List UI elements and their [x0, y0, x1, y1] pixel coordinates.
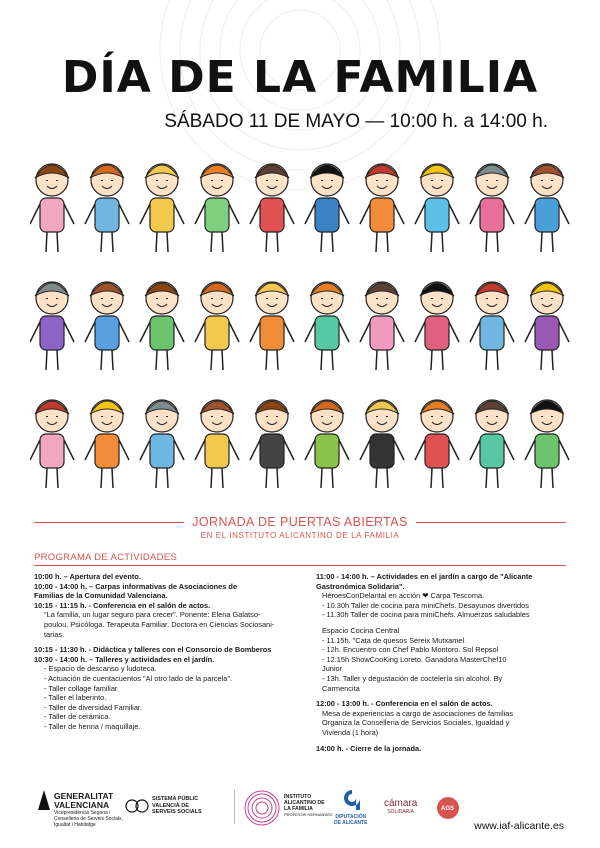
cartoon-person: [195, 400, 239, 488]
cartoon-person: [525, 164, 569, 252]
program-item: - Taller de cerámica.: [44, 712, 111, 722]
jornada-block: [0, 515, 600, 540]
cartoon-person: [415, 164, 459, 252]
camara-line1: cámara: [384, 798, 418, 809]
program-item: "La familia, un lugar seguro para crecer". Ponente: Elena Galatso-: [44, 610, 261, 620]
page-title: DÍA DE LA FAMILIA: [61, 52, 539, 103]
cartoon-person: [415, 400, 459, 488]
gva-line2: VALENCIANA: [54, 800, 110, 810]
footer-divider: [234, 790, 235, 824]
program-item: 10:15 - 11:15 h. - Conferencia en el salón de actos.: [34, 600, 211, 610]
program-item: Mesa de experiencias a cargo de asociaciones de familias: [322, 708, 514, 718]
cartoon-person: [85, 164, 129, 252]
sponsor-logos: [0, 786, 600, 848]
program-item: poulou. Psicóloga. Terapeuta Familiar. Doctora en Ciencias Sociosani-: [44, 619, 275, 629]
gva-small3: Igualtat i Habitatge: [54, 822, 96, 828]
sp-line3: SERVEIS SOCIALS: [152, 809, 202, 815]
jornada-title: JORNADA DE PUERTAS ABIERTAS: [192, 515, 408, 529]
cartoon-person: [360, 282, 404, 370]
cartoon-person: [470, 282, 514, 370]
program-item: - Espacio de descanso y ludoteca.: [44, 664, 157, 674]
iaf-text: [284, 794, 332, 818]
cartoon-person: [415, 282, 459, 370]
program-item: - Taller el laberinto.: [44, 693, 107, 703]
gva-logo-text: [54, 792, 123, 828]
cartoon-person: [85, 282, 129, 370]
iaf-line4: PROFESOR HERNANDEZ: [284, 812, 333, 817]
cartoon-person: [250, 282, 294, 370]
program-item: HéroesConDelantal en acción ❤ Carpa Tescoma.: [322, 591, 485, 601]
program-item: Espacio Cocina Central: [322, 625, 400, 635]
cartoon-person: [305, 164, 349, 252]
ags-badge: AGS: [441, 806, 455, 812]
cartoon-person: [30, 400, 74, 488]
program-divider: [34, 565, 566, 566]
program-item: Vivienda (1 hora): [322, 727, 379, 737]
sp-line2: VALENCIÀ DE: [152, 802, 189, 809]
dip-line1: DIPUTACIÓN: [335, 814, 367, 820]
camara-line2: SOLIDARIA: [387, 809, 415, 815]
program-item: 14:00 h. - Cierre de la jornada.: [316, 743, 422, 753]
cartoon-person: [525, 400, 569, 488]
cartoon-person: [305, 400, 349, 488]
program-item: Carmencita: [322, 683, 360, 693]
sistema-public-icon: [124, 796, 150, 816]
program-right-column: [316, 572, 568, 753]
program-item: Organiza la Conselleria de Servicios Sociales, Igualdad y: [322, 718, 510, 728]
iaf-logo-icon: [244, 790, 280, 826]
program-left-column: [34, 572, 304, 732]
program-item: - Taller de diversidad Familiar.: [44, 702, 143, 712]
cartoon-person: [195, 282, 239, 370]
cartoon-person: [195, 164, 239, 252]
program-item: - 12h. Encuentro con Chef Pablo Montoro. Sol Repsol: [322, 645, 499, 655]
cartoon-person: [140, 282, 184, 370]
cartoon-person: [140, 164, 184, 252]
program-item: Gastronómica Solidaria".: [316, 581, 405, 591]
program-item: - 13h. Taller y degustación de coctelería sin alcohol. By: [322, 673, 503, 683]
sp-line1: SISTEMA PÚBLIC: [152, 796, 199, 802]
program-title: PROGRAMA DE ACTIVIDADES: [34, 552, 178, 563]
iaf-line3: LA FAMILIA: [284, 806, 313, 812]
program-item: 10:00 - 14:00 h. – Carpas informativas de Asociaciones de: [34, 581, 238, 591]
program-item: - Taller collage familiar.: [44, 683, 120, 693]
cartoon-person: [360, 164, 404, 252]
dip-line2: DE ALICANTE: [334, 820, 368, 826]
cartoon-person: [305, 282, 349, 370]
cartoon-person: [470, 400, 514, 488]
program-item: 10:00 h. – Apertura del evento.: [34, 572, 141, 581]
cartoon-person: [140, 400, 184, 488]
program-item: 10:30 - 14:00 h. – Talleres y actividades en el jardín.: [34, 654, 215, 664]
camara-text: [384, 798, 417, 815]
gva-small1: Vicepresidència Segona i: [54, 810, 111, 816]
program-item: Familias de la Comunidad Valenciana.: [34, 591, 168, 601]
families-illustration: [30, 150, 570, 500]
iaf-line2: ALICANTINO DE: [284, 800, 325, 806]
program-item: 12:00 - 13:00 h. - Conferencia en el salón de actos.: [316, 699, 493, 709]
program-item: - Actuación de cuentacuentos "Al otro lado de la parcela".: [44, 673, 233, 683]
cartoon-person: [470, 164, 514, 252]
program-item: Junior: [322, 664, 343, 674]
cartoon-person: [85, 400, 129, 488]
cartoon-person: [30, 164, 74, 252]
gva-line1: GENERALITAT: [54, 791, 114, 801]
cartoon-person: [250, 400, 294, 488]
program-item: - 10.30h Taller de cocina para miniChefs. Desayunos divertidos: [322, 600, 529, 610]
website-url[interactable]: www.iaf-alicante.es: [474, 820, 564, 832]
program-item: tarias.: [44, 629, 65, 639]
gva-small2: Conselleria de Serveis Socials,: [54, 816, 123, 822]
program-item: 11:00 - 14:00 h. – Actividades en el jardín a cargo de "Alicante: [316, 572, 533, 581]
program-item: - 12.15h ShowCooKing Loreto. Ganadora MasterChef10: [322, 654, 507, 664]
event-date-time: SÁBADO 11 DE MAYO — 10:00 h. a 14:00 h.: [164, 111, 548, 132]
diputacion-icon: [342, 788, 362, 812]
program-item: - 11.15h. "Cata de quesos Sereix Mutxamel: [322, 635, 465, 645]
program-item: - 11.30h Taller de cocina para miniChefs. Almuerzos saludables: [322, 610, 530, 620]
cartoon-person: [30, 282, 74, 370]
gva-bat-icon: [36, 788, 52, 812]
cartoon-person: [525, 282, 569, 370]
program-item: 10:15 - 11:30 h. - Didáctica y talleres con el Consorcio de Bomberos: [34, 645, 272, 655]
diputacion-text: [334, 814, 367, 826]
sistema-public-text: [152, 796, 202, 816]
cartoon-person: [360, 400, 404, 488]
iaf-line1: INSTITUTO: [284, 794, 312, 800]
jornada-subtitle: EN EL INSTITUTO ALICANTINO DE LA FAMILIA: [200, 531, 400, 540]
cartoon-person: [250, 164, 294, 252]
program-item: - Taller de henna / maquillaje.: [44, 721, 141, 731]
